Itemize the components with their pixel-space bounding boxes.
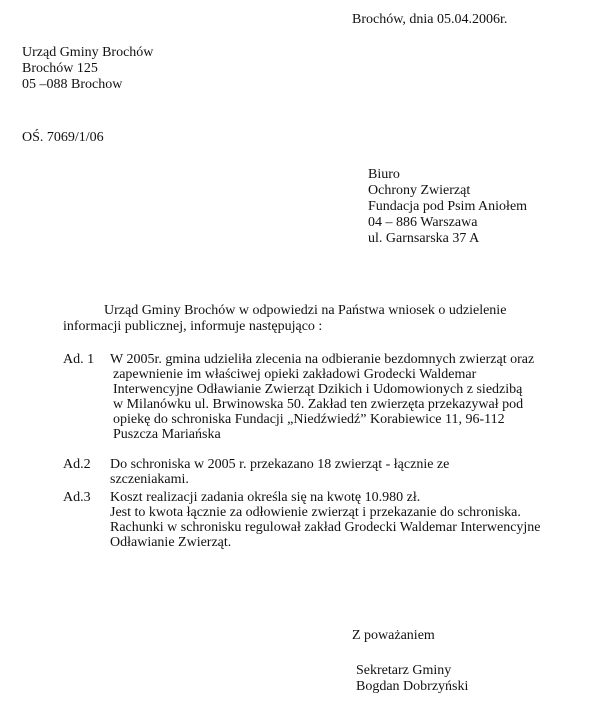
sender-address [22,45,153,93]
signature-line: Bogdan Dobrzyński [356,679,469,694]
recipient-line: Biuro [368,167,400,182]
item-body [110,457,449,487]
recipient-address [368,167,527,247]
item-label: Ad.2 [63,457,91,472]
recipient-line: Fundacja pod Psim Aniołem [368,199,528,214]
item-line: Jest to kwota łącznie za odłowienie zwierząt i przekazanie do schroniska. [110,505,521,520]
item-line: Interwencyjne Odławianie Zwierząt Dzikich i Udomowionych z siedzibą [113,382,523,397]
item-body [110,352,534,442]
reference-number: OŚ. 7069/1/06 [22,130,104,145]
intro-paragraph [0,303,506,335]
item-line: Rachunki w schronisku regulował zakład Grodecki Waldemar Interwencyjne [110,520,541,535]
recipient-line: ul. Garnsarska 37 A [368,231,480,246]
item-line: szczeniakami. [110,472,189,487]
item-line: W 2005r. gmina udzieliła zlecenia na odbieranie bezdomnych zwierząt oraz [110,352,535,367]
item-line: w Milanówku ul. Brwinowska 50. Zakład ten zwierzęta przekazywał pod [113,397,524,412]
intro-line: Urząd Gminy Brochów w odpowiedzi na Państwa wniosek o udzielenie [104,303,507,318]
sender-line: Brochów 125 [22,61,98,76]
date-line: Brochów, dnia 05.04.2006r. [352,12,508,27]
recipient-line: Ochrony Zwierząt [368,183,471,198]
item-line: Puszcza Mariańska [113,427,221,442]
signature-block [356,663,468,695]
closing-line: Z poważaniem [352,628,435,643]
sender-line: 05 –088 Brochow [22,77,123,92]
item-line: Do schroniska w 2005 r. przekazano 18 zwierząt - łącznie ze [110,457,450,472]
item-line: Odławianie Zwierząt. [110,535,232,550]
item-line: opiekę do schroniska Fundacji „Niedźwiedź” Korabiewice 11, 96-112 [113,412,505,427]
sender-line: Urząd Gminy Brochów [22,45,154,60]
item-line: Koszt realizacji zadania określa się na kwotę 10.980 zł. [110,490,421,505]
item-label: Ad. 1 [63,352,95,367]
item-line: zapewnienie im właściwej opieki zakładowi Grodecki Waldemar [113,367,477,382]
recipient-line: 04 – 886 Warszawa [368,215,478,230]
intro-line: informacji publicznej, informuje następująco : [63,319,323,334]
item-body [110,490,541,550]
signature-line: Sekretarz Gminy [356,663,452,678]
item-label: Ad.3 [63,490,91,505]
